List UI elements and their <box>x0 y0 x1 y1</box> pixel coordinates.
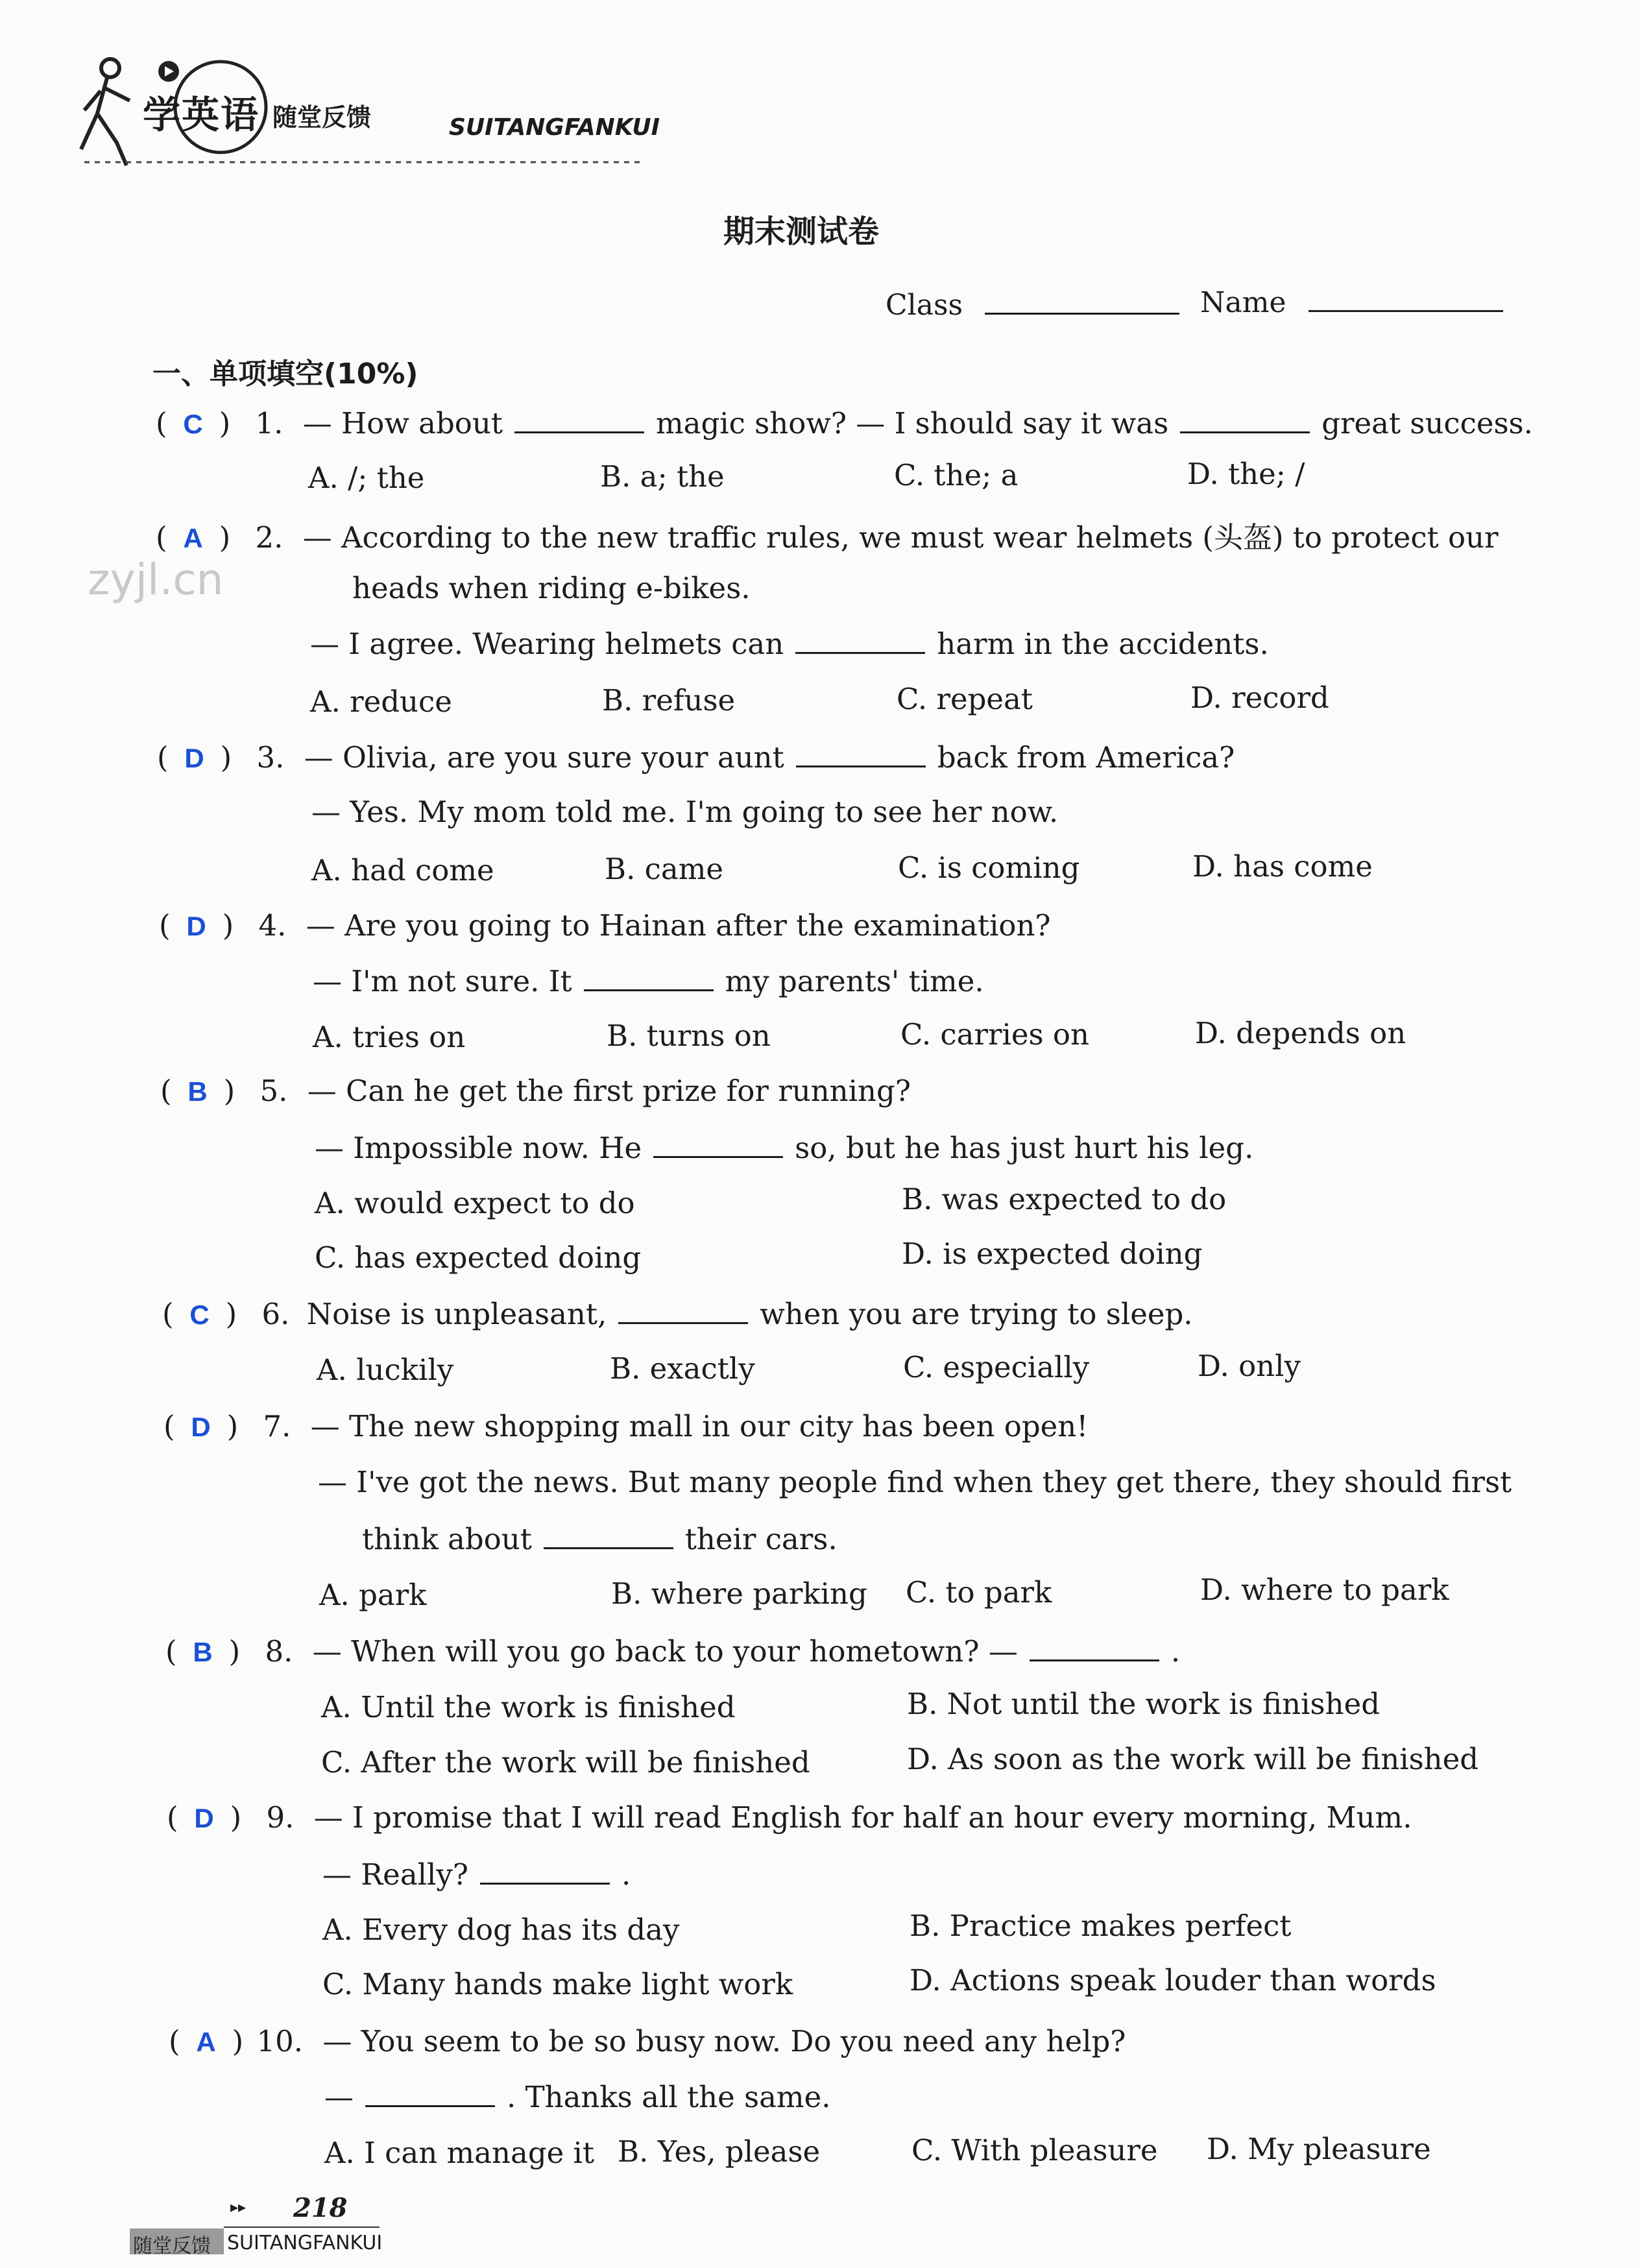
name-field <box>1200 284 1503 319</box>
option: C. Many hands make light work <box>322 1967 793 2001</box>
option: B. where parking <box>611 1576 867 1611</box>
question-number: 2. <box>255 520 283 555</box>
option: C. With pleasure <box>911 2133 1158 2167</box>
class-blank <box>985 287 1179 315</box>
option: C. After the work will be finished <box>321 1745 810 1779</box>
option: A. Until the work is finished <box>321 1690 736 1724</box>
option: B. was expected to do <box>902 1182 1227 1216</box>
question-line: — I agree. Wearing helmets can harm in the accidents. <box>310 627 1269 661</box>
question-6: ( C ) 6. Noise is unpleasant, when you are trying to sleep. <box>162 1297 1193 1331</box>
option: B. came <box>605 852 724 886</box>
footer-label: 随堂反馈 <box>133 2235 211 2258</box>
class-field <box>886 287 1179 322</box>
blank <box>365 2079 495 2107</box>
answer-4: D <box>186 911 206 941</box>
header-small-title: 随堂反馈 <box>272 103 372 132</box>
question-line: — I'm not sure. It my parents' time. <box>313 964 984 998</box>
name-blank <box>1308 284 1503 312</box>
answer-10: A <box>196 2027 216 2057</box>
question-4: ( D ) 4. — Are you going to Hainan after the examination? <box>159 908 1051 943</box>
option: D. record <box>1190 681 1329 715</box>
question-8: ( B ) 8. — When will you go back to your hometown? — . <box>165 1634 1181 1669</box>
answer-1: C <box>183 409 203 439</box>
option: A. had come <box>311 853 494 887</box>
question-number: 3. <box>256 740 285 775</box>
header-subtitle: SUITANGFANKUI <box>449 114 660 141</box>
answer-9: D <box>194 1803 214 1833</box>
option: D. is expected doing <box>902 1237 1203 1271</box>
question-line: think about their cars. <box>362 1522 838 1556</box>
option: B. turns on <box>607 1019 771 1053</box>
option: C. repeat <box>897 682 1033 716</box>
option: A. would expect to do <box>315 1186 635 1220</box>
page-number: 218 <box>293 2193 348 2223</box>
option: A. park <box>319 1578 427 1612</box>
question-line: heads when riding e-bikes. <box>352 571 751 605</box>
question-line: — . Thanks all the same. <box>324 2080 831 2114</box>
option: B. Practice makes perfect <box>910 1909 1292 1943</box>
question-10: ( A ) 10. — You seem to be so busy now. Do you need any help? <box>169 2024 1126 2058</box>
question-number: 6. <box>261 1297 290 1331</box>
watermark: zyjl.cn <box>88 555 224 605</box>
answer-3: D <box>184 743 204 773</box>
blank <box>653 1130 783 1158</box>
option: D. As soon as the work will be finished <box>907 1742 1479 1776</box>
blank <box>1180 405 1310 433</box>
footer-rule <box>224 2226 380 2228</box>
question-3: ( D ) 3. — Olivia, are you sure your aunt back from America? <box>157 740 1235 775</box>
option: D. depends on <box>1195 1016 1406 1050</box>
option: D. the; / <box>1187 457 1305 491</box>
option: D. where to park <box>1200 1573 1449 1607</box>
blank <box>796 740 926 767</box>
option: A. luckily <box>317 1353 454 1387</box>
option: A. /; the <box>308 461 425 495</box>
footer-sub: SUITANGFANKUI <box>227 2232 383 2254</box>
question-9: ( D ) 9. — I promise that I will read English for half an hour every morning, Mum. <box>167 1800 1412 1835</box>
option: B. a; the <box>600 459 725 494</box>
option: D. My pleasure <box>1207 2132 1431 2166</box>
runner-icon <box>81 59 130 165</box>
blank <box>1030 1634 1159 1661</box>
option: B. Not until the work is finished <box>907 1687 1381 1721</box>
blank <box>544 1521 673 1549</box>
name-label: Name <box>1200 286 1286 319</box>
question-7: ( D ) 7. — The new shopping mall in our city has been open! <box>163 1409 1089 1443</box>
class-label: Class <box>886 289 963 322</box>
option: A. tries on <box>313 1020 466 1054</box>
question-5: ( B ) 5. — Can he get the first prize for running? <box>160 1074 911 1108</box>
answer-7: D <box>191 1412 211 1442</box>
question-number: 10. <box>256 2024 304 2058</box>
blank <box>514 405 644 433</box>
question-number: 4. <box>258 908 287 943</box>
header-title: 学英语 <box>143 93 260 137</box>
question-number: 8. <box>265 1634 293 1669</box>
question-line: — Really? . <box>322 1857 631 1892</box>
option: D. Actions speak louder than words <box>910 1963 1436 1997</box>
option: B. refuse <box>602 683 736 718</box>
option: C. is coming <box>898 850 1080 885</box>
question-number: 1. <box>255 406 283 440</box>
answer-5: B <box>187 1076 208 1107</box>
option: B. Yes, please <box>618 2134 821 2169</box>
answer-8: B <box>193 1637 213 1667</box>
option: C. has expected doing <box>315 1240 642 1275</box>
option: C. carries on <box>900 1017 1089 1052</box>
arrow-icon: ▸▸ <box>230 2198 247 2216</box>
question-2: ( A ) 2. — According to the new traffic rules, we must wear helmets (头盔) to protect our <box>156 520 1499 555</box>
question-line: — Yes. My mom told me. I'm going to see her now. <box>311 795 1059 829</box>
blank <box>584 963 714 991</box>
option: C. to park <box>906 1575 1052 1610</box>
question-number: 9. <box>266 1800 295 1835</box>
option: C. especially <box>903 1350 1090 1384</box>
question-line: — I've got the news. But many people find when they get there, they should first <box>318 1465 1512 1499</box>
blank <box>480 1857 610 1885</box>
answer-6: C <box>189 1299 210 1330</box>
answer-2: A <box>183 523 203 553</box>
blank <box>795 626 925 654</box>
section-title: 一、单项填空(10%) <box>152 357 418 391</box>
option: A. reduce <box>310 684 452 719</box>
blank <box>618 1296 748 1324</box>
option: D. has come <box>1192 849 1373 884</box>
option: D. only <box>1198 1349 1301 1383</box>
document-title: 期末测试卷 <box>723 213 880 250</box>
option: B. exactly <box>610 1351 755 1386</box>
question-line: — Impossible now. He so, but he has just hurt his leg. <box>315 1131 1254 1165</box>
question-1: ( C ) 1. — How about magic show? — I should say it was great success. <box>156 406 1533 440</box>
question-number: 5. <box>259 1074 288 1108</box>
option: A. I can manage it <box>324 2136 595 2170</box>
question-number: 7. <box>263 1409 291 1443</box>
option: C. the; a <box>894 458 1019 492</box>
option: A. Every dog has its day <box>322 1912 680 1947</box>
